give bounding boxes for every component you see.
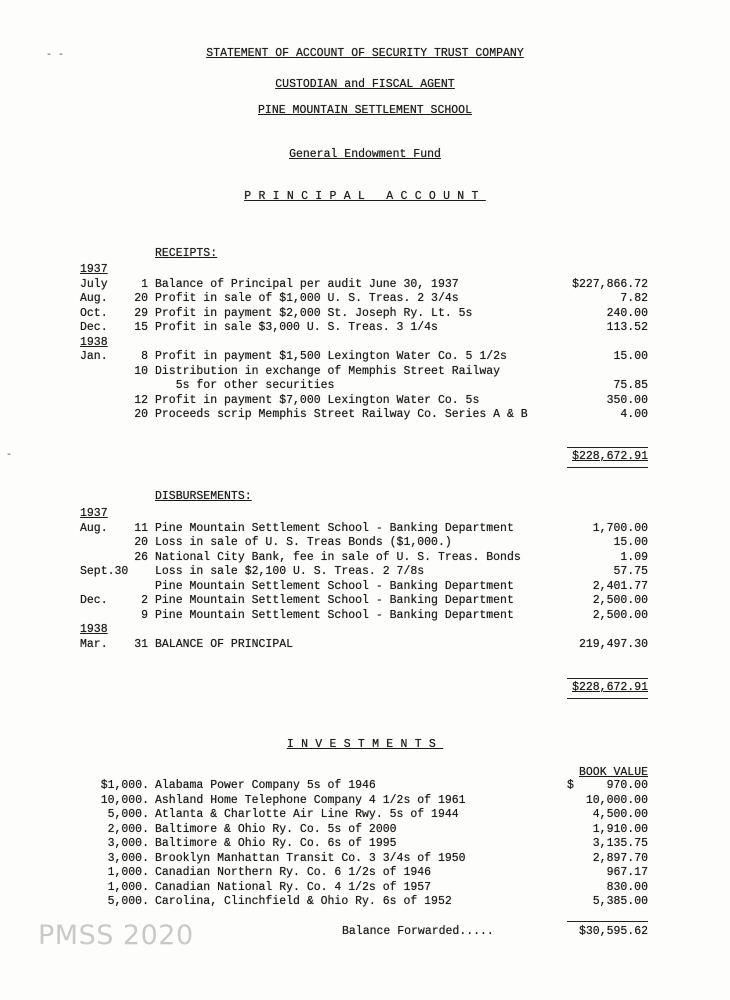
entry-amount: 2,500.00 <box>592 594 648 607</box>
receipts-total: $228,672.91 <box>572 450 648 463</box>
investment-par: 3,000. <box>107 851 149 865</box>
entry-description: National City Bank, fee in sale of U. S. Treas. Bonds <box>155 550 521 564</box>
entry-description: 5s for other securities <box>155 379 335 392</box>
investment-book-value: 3,135.75 <box>592 837 648 850</box>
entry-amount: 15.00 <box>613 536 648 549</box>
entry-day: 20 <box>134 408 148 421</box>
investment-description: Carolina, Clinchfield & Ohio Ry. 6s of 1952 <box>155 895 452 908</box>
entry-month: Mar. <box>80 637 108 651</box>
investment-description: Alabama Power Company 5s of 1946 <box>155 779 376 792</box>
entry-amount: 1,700.00 <box>592 521 648 535</box>
entry-amount: 57.75 <box>613 565 648 578</box>
year-label: 1937 <box>80 263 108 276</box>
entry-month: Jan. <box>80 350 108 363</box>
total-double-rule <box>567 698 648 699</box>
entry-day: 8 <box>141 350 148 363</box>
entry-amount: 113.52 <box>606 321 648 334</box>
investment-book-value: 970.00 <box>606 779 648 792</box>
entry-day: 26 <box>134 550 148 564</box>
entry-description: Distribution in exchange of Memphis Street Railway <box>155 364 501 378</box>
disbursements-heading: DISBURSEMENTS: <box>155 490 252 503</box>
entry-day: 20 <box>134 536 148 549</box>
investment-par: 5,000. <box>107 895 149 908</box>
entry-day: 12 <box>134 393 148 407</box>
book-value-header: BOOK VALUE <box>578 766 648 779</box>
entry-day: 2 <box>141 594 148 607</box>
investment-par: 10,000. <box>100 793 149 807</box>
entry-day: 15 <box>134 321 148 334</box>
investment-par: 1,000. <box>107 866 149 879</box>
margin-mark: - <box>6 450 13 461</box>
entry-description: Loss in sale of U. S. Treas Bonds ($1,000.) <box>155 536 452 549</box>
entry-amount: 240.00 <box>606 306 648 320</box>
investment-book-value: 830.00 <box>606 880 648 894</box>
investment-description: Baltimore & Ohio Ry. Co. 6s of 1995 <box>155 837 397 850</box>
entry-amount: 2,500.00 <box>592 608 648 622</box>
receipts-heading: RECEIPTS: <box>155 247 218 260</box>
entry-month: Aug. <box>80 521 108 535</box>
entry-description: Pine Mountain Settlement School - Banking Department <box>155 608 514 622</box>
fund-title: General Endowment Fund <box>289 148 441 161</box>
entry-month: Dec. <box>80 321 108 334</box>
investment-description: Atlanta & Charlotte Air Line Rwy. 5s of 1944 <box>155 808 459 821</box>
entry-description: Pine Mountain Settlement School - Banking Department <box>155 594 514 607</box>
year-label: 1938 <box>80 623 108 636</box>
entry-month: Dec. <box>80 594 108 607</box>
investment-description: Canadian Northern Ry. Co. 6 1/2s of 1946 <box>155 866 432 879</box>
entry-amount: 4.00 <box>620 408 648 421</box>
entry-day: 29 <box>134 306 148 320</box>
entry-day: 31 <box>134 637 148 651</box>
entry-day: 1 <box>141 277 148 291</box>
entry-month: Sept.30 <box>80 565 129 578</box>
balance-forwarded-value: $30,595.62 <box>578 925 648 938</box>
entry-day: 20 <box>134 292 148 305</box>
investment-book-value: 967.17 <box>606 866 648 879</box>
investment-description: Canadian National Ry. Co. 4 1/2s of 1957 <box>155 880 432 894</box>
entry-description: Profit in payment $2,000 St. Joseph Ry. Lt. 5s <box>155 306 473 320</box>
entry-description: Profit in payment $7,000 Lexington Water Co. 5s <box>155 393 480 407</box>
entry-month: Oct. <box>80 306 108 320</box>
investment-book-value: 2,897.70 <box>592 851 648 865</box>
entry-day: 11 <box>134 521 148 535</box>
principal-account-heading: PRINCIPAL ACCOUNT <box>244 190 486 203</box>
investment-book-value: 5,385.00 <box>592 895 648 908</box>
currency-symbol: $ <box>567 779 574 792</box>
entry-amount: 1.09 <box>620 550 648 564</box>
entry-description: Proceeds scrip Memphis Street Railway Co. Series A & B <box>155 408 528 421</box>
entry-amount: 7.82 <box>620 292 648 305</box>
custodian-title: CUSTODIAN and FISCAL AGENT <box>275 78 455 91</box>
entry-description: Profit in sale of $1,000 U. S. Treas. 2 3/4s <box>155 292 459 305</box>
investment-par: 1,000. <box>107 880 149 894</box>
balance-forwarded-label: Balance Forwarded..... <box>342 925 494 938</box>
entry-amount: $227,866.72 <box>572 277 648 291</box>
entry-day: 10 <box>134 364 148 378</box>
entry-amount: 15.00 <box>613 350 648 363</box>
investment-description: Ashland Home Telephone Company 4 1/2s of 1961 <box>155 793 466 807</box>
total-rule <box>567 447 648 448</box>
total-double-rule <box>567 467 648 468</box>
entry-amount: 350.00 <box>606 393 648 407</box>
statement-title: STATEMENT OF ACCOUNT OF SECURITY TRUST COMPANY <box>206 47 524 60</box>
year-label: 1938 <box>80 335 108 349</box>
entry-month: Aug. <box>80 292 108 305</box>
margin-mark: - - <box>46 50 65 61</box>
investments-heading: INVESTMENTS <box>286 738 444 751</box>
entry-amount: 75.85 <box>613 379 648 392</box>
entry-description: Pine Mountain Settlement School - Banking Department <box>155 579 514 593</box>
entry-description: BALANCE OF PRINCIPAL <box>155 637 294 651</box>
entry-description: Pine Mountain Settlement School - Banking Department <box>155 521 514 535</box>
entry-description: Profit in sale $3,000 U. S. Treas. 3 1/4s <box>155 321 438 334</box>
entry-month: July <box>80 277 108 291</box>
entry-description: Balance of Principal per audit June 30, 1937 <box>155 277 459 291</box>
investment-description: Brooklyn Manhattan Transit Co. 3 3/4s of 1950 <box>155 851 466 865</box>
watermark: PMSS 2020 <box>38 920 194 951</box>
total-rule <box>567 678 648 679</box>
investment-par: 3,000. <box>107 837 149 850</box>
year-label: 1937 <box>80 507 108 520</box>
entry-description: Profit in payment $1,500 Lexington Water Co. 5 1/2s <box>155 350 507 363</box>
disbursements-total: $228,672.91 <box>572 681 648 694</box>
entry-day: 9 <box>141 608 148 622</box>
entry-amount: 2,401.77 <box>592 579 648 593</box>
total-rule <box>567 921 648 922</box>
investment-par: 5,000. <box>107 808 149 821</box>
school-title: PINE MOUNTAIN SETTLEMENT SCHOOL <box>258 104 472 117</box>
investment-book-value: 1,910.00 <box>592 822 648 836</box>
entry-amount: 219,497.30 <box>578 637 648 651</box>
investment-par: 2,000. <box>107 822 149 836</box>
investment-book-value: 4,500.00 <box>592 808 648 821</box>
entry-description: Loss in sale $2,100 U. S. Treas. 2 7/8s <box>155 565 425 578</box>
investment-description: Baltimore & Ohio Ry. Co. 5s of 2000 <box>155 822 397 836</box>
investment-book-value: 10,000.00 <box>585 793 648 807</box>
investment-par: $1,000. <box>100 779 149 792</box>
